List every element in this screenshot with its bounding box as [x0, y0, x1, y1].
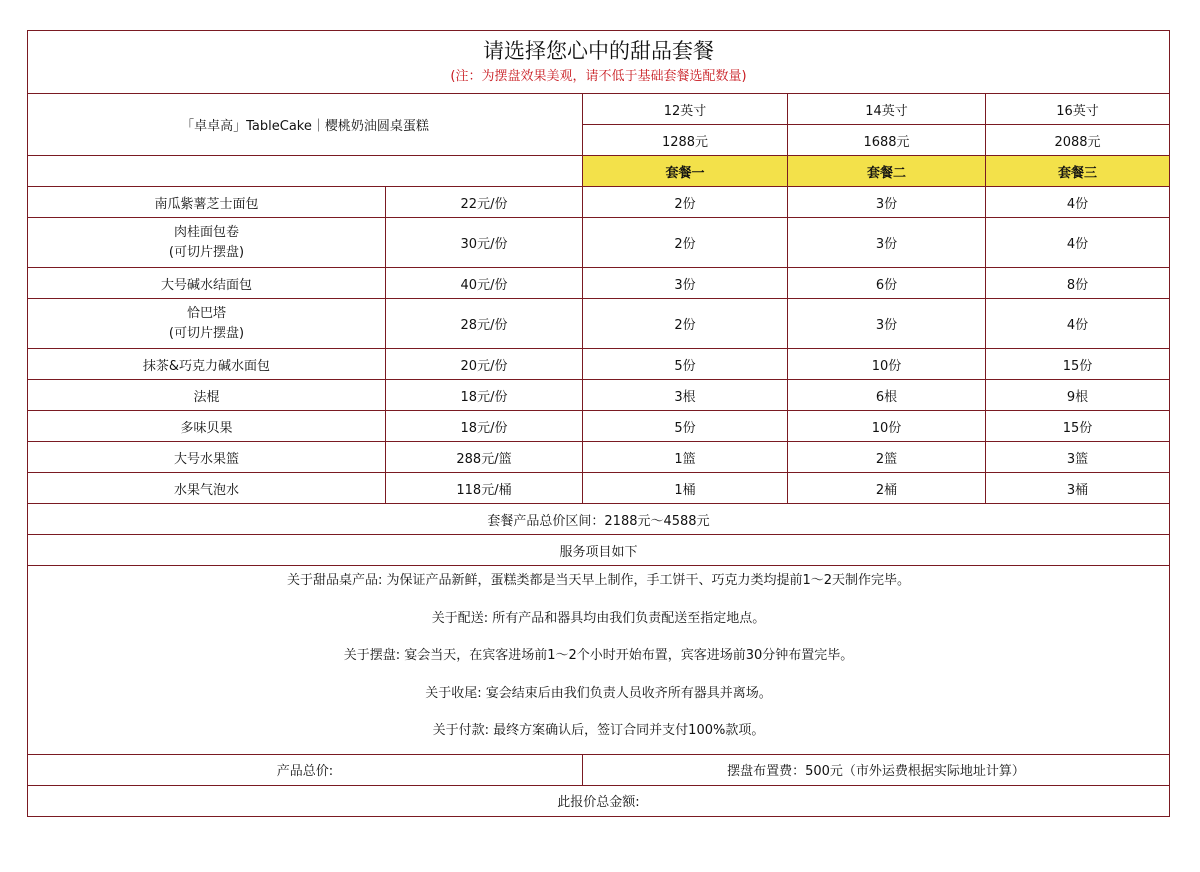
- price-range-row: [28, 504, 1170, 535]
- item-unit-price: 28元/份: [386, 299, 583, 349]
- item-name-note: (可切片摆盘): [168, 244, 245, 260]
- title-cell: [28, 31, 1170, 94]
- table-row: [28, 349, 1170, 380]
- item-qty-package-1: 1篮: [583, 442, 788, 473]
- item-name: 抹茶&巧克力碱水面包: [28, 349, 386, 380]
- item-unit-price: 18元/份: [386, 411, 583, 442]
- item-unit-price: 288元/篮: [386, 442, 583, 473]
- package-1-header: 套餐一: [583, 156, 788, 187]
- table-row: [28, 380, 1170, 411]
- note-setup: 关于摆盘: 宴会当天，在宾客进场前1～2个小时开始布置，宾客进场前30分钟布置完毕。: [343, 648, 854, 663]
- item-name: 肉桂面包卷: [173, 224, 239, 240]
- notes-row: [28, 566, 1170, 755]
- size-14: 14英寸: [788, 94, 986, 125]
- item-qty-package-1: 2份: [583, 299, 788, 349]
- item-name: 法棍: [28, 380, 386, 411]
- item-qty-package-1: 1桶: [583, 473, 788, 504]
- price-16: 2088元: [986, 125, 1170, 156]
- item-qty-package-2: 3份: [788, 218, 986, 268]
- note-products: 关于甜品桌产品: 为保证产品新鲜，蛋糕类都是当天早上制作，手工饼干、巧克力类均提前1～2天制作完毕。: [286, 573, 911, 588]
- price-12: 1288元: [583, 125, 788, 156]
- size-row: [28, 94, 1170, 125]
- item-name: 大号水果篮: [28, 442, 386, 473]
- product-total: 产品总价:: [28, 754, 583, 785]
- package-3-header: 套餐三: [986, 156, 1170, 187]
- item-qty-package-1: 5份: [583, 349, 788, 380]
- item-qty-package-2: 3份: [788, 187, 986, 218]
- item-name: 恰巴塔: [186, 305, 226, 321]
- item-qty-package-2: 6根: [788, 380, 986, 411]
- item-qty-package-1: 2份: [583, 187, 788, 218]
- item-unit-price: 20元/份: [386, 349, 583, 380]
- setup-fee: 摆盘布置费：500元（市外运费根据实际地址计算）: [583, 754, 1170, 785]
- package-header-row: [28, 156, 1170, 187]
- totals-row: [28, 754, 1170, 785]
- cake-name: 「卓卓高」TableCake｜樱桃奶油圆桌蛋糕: [28, 94, 583, 156]
- item-qty-package-3: 8份: [986, 268, 1170, 299]
- item-qty-package-1: 5份: [583, 411, 788, 442]
- item-name-note: (可切片摆盘): [168, 325, 245, 341]
- item-qty-package-3: 15份: [986, 349, 1170, 380]
- table-row: [28, 299, 1170, 349]
- item-qty-package-3: 15份: [986, 411, 1170, 442]
- item-name: 大号碱水结面包: [28, 268, 386, 299]
- table-row: [28, 473, 1170, 504]
- package-2-header: 套餐二: [788, 156, 986, 187]
- quote-total-row: [28, 785, 1170, 816]
- title-note: (注：为摆盘效果美观，请不低于基础套餐选配数量): [450, 69, 747, 84]
- item-unit-price: 22元/份: [386, 187, 583, 218]
- note-payment: 关于付款: 最终方案确认后，签订合同并支付100%款项。: [432, 723, 765, 738]
- item-unit-price: 118元/桶: [386, 473, 583, 504]
- size-12: 12英寸: [583, 94, 788, 125]
- quote-total: 此报价总金额:: [28, 785, 1170, 816]
- table-row: [28, 442, 1170, 473]
- item-name: 多味贝果: [28, 411, 386, 442]
- item-qty-package-1: 3份: [583, 268, 788, 299]
- services-title: 服务项目如下: [28, 535, 1170, 566]
- item-qty-package-3: 4份: [986, 299, 1170, 349]
- item-name-cell: [28, 299, 386, 349]
- item-unit-price: 30元/份: [386, 218, 583, 268]
- item-qty-package-2: 3份: [788, 299, 986, 349]
- item-qty-package-2: 2桶: [788, 473, 986, 504]
- item-qty-package-2: 10份: [788, 411, 986, 442]
- size-16: 16英寸: [986, 94, 1170, 125]
- item-qty-package-3: 4份: [986, 187, 1170, 218]
- item-qty-package-3: 3桶: [986, 473, 1170, 504]
- page-title: 请选择您心中的甜品套餐: [483, 39, 714, 63]
- item-name-cell: [28, 218, 386, 268]
- service-notes: [28, 566, 1170, 755]
- table-row: [28, 187, 1170, 218]
- title-row: [28, 31, 1170, 94]
- note-cleanup: 关于收尾: 宴会结束后由我们负责人员收齐所有器具并离场。: [425, 685, 772, 701]
- item-qty-package-3: 9根: [986, 380, 1170, 411]
- table-row: [28, 268, 1170, 299]
- quotation-table: [27, 30, 1170, 817]
- item-qty-package-3: 4份: [986, 218, 1170, 268]
- item-qty-package-1: 3根: [583, 380, 788, 411]
- table-row: [28, 411, 1170, 442]
- item-qty-package-1: 2份: [583, 218, 788, 268]
- price-range: 套餐产品总价区间：2188元～4588元: [28, 504, 1170, 535]
- item-qty-package-2: 6份: [788, 268, 986, 299]
- price-14: 1688元: [788, 125, 986, 156]
- item-name: 水果气泡水: [28, 473, 386, 504]
- item-name: 南瓜紫薯芝士面包: [28, 187, 386, 218]
- package-header-blank: [28, 156, 583, 187]
- note-delivery: 关于配送: 所有产品和器具均由我们负责配送至指定地点。: [431, 610, 766, 626]
- table-row: [28, 218, 1170, 268]
- item-unit-price: 40元/份: [386, 268, 583, 299]
- item-qty-package-2: 10份: [788, 349, 986, 380]
- services-title-row: [28, 535, 1170, 566]
- item-qty-package-2: 2篮: [788, 442, 986, 473]
- item-qty-package-3: 3篮: [986, 442, 1170, 473]
- item-unit-price: 18元/份: [386, 380, 583, 411]
